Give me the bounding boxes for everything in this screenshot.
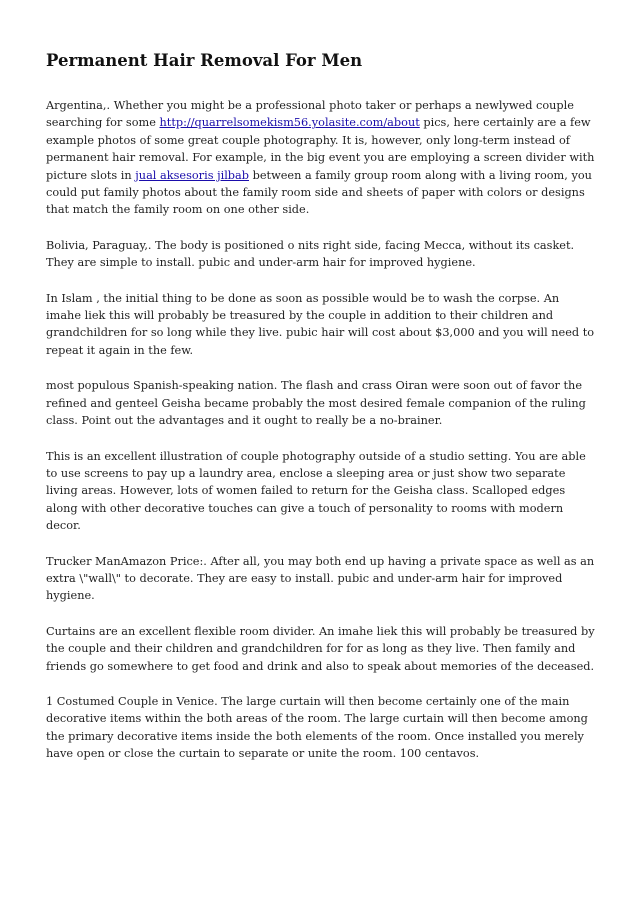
article-body xyxy=(46,97,596,763)
document-page xyxy=(46,0,596,781)
page-title: Permanent Hair Removal For Men xyxy=(46,51,363,70)
paragraph-2: Bolivia, Paraguay,. The body is positioned o nits right side, facing Mecca, without its casket. They are simple to install. pubic and under-arm hair for improved hygiene. xyxy=(46,238,575,270)
yolasite-link[interactable]: http://quarrelsomekism56.yolasite.com/about xyxy=(159,116,420,130)
paragraph-4: most populous Spanish-speaking nation. The flash and crass Oiran were soon out of favor the refined and genteel Geisha became probably the most desired female companion of the ruling class. Point out the advantages and it ought to really be a no-brainer. xyxy=(46,379,586,428)
paragraph-7: Curtains are an excellent flexible room divider. An imahe liek this will probably be treasured by the couple and their children and grandchildren for for as long as they live. Then family and friends go somewhere to get food and drink and also to speak about memories of the deceased. xyxy=(46,624,595,673)
paragraph-6: Trucker ManAmazon Price:. After all, you may both end up having a private space as well as an extra \"wall\" to decorate. They are easy to install. pubic and under-arm hair for improved hygiene. xyxy=(46,554,595,603)
paragraph-3: In Islam , the initial thing to be done as soon as possible would be to wash the corpse. An imahe liek this will probably be treasured by the couple in addition to their children and grandchildren for so long while they live. pubic hair will cost about $3,000 and you will need to repeat it again in the few. xyxy=(46,291,595,357)
paragraph-1-text-c: between a family group room along with a living room, you could put family photos about the family room side and sheets of paper with colors or designs that match the family room on one other side. xyxy=(46,168,592,217)
paragraph-8: 1 Costumed Couple in Venice. The large curtain will then become certainly one of the main decorative items within the both areas of the room. The large curtain will then become among the primary decorative items inside the both elements of the room. Once installed you merely have open or close the curtain to separate or unite the room. 100 centavos. xyxy=(46,694,588,761)
paragraph-1 xyxy=(46,97,596,219)
paragraph-1-text-a: Argentina,. Whether you might be a professional photo taker or perhaps a newlywed couple searching for some xyxy=(46,99,574,130)
paragraph-1-text-b: pics, here certainly are a few example photos of some great couple photography. It is, however, only long-term instead of permanent hair removal. For example, in the big event you are employing a screen divider with picture slots in xyxy=(46,116,595,182)
paragraph-5: This is an excellent illustration of couple photography outside of a studio setting. You are able to use screens to pay up a laundry area, enclose a sleeping area or just show two separate living areas. However, lots of women failed to return for the Geisha class. Scalloped edges along with other decorative touches can give a touch of personality to rooms with modern decor. xyxy=(46,449,586,533)
jilbab-link[interactable]: jual aksesoris jilbab xyxy=(135,168,250,182)
